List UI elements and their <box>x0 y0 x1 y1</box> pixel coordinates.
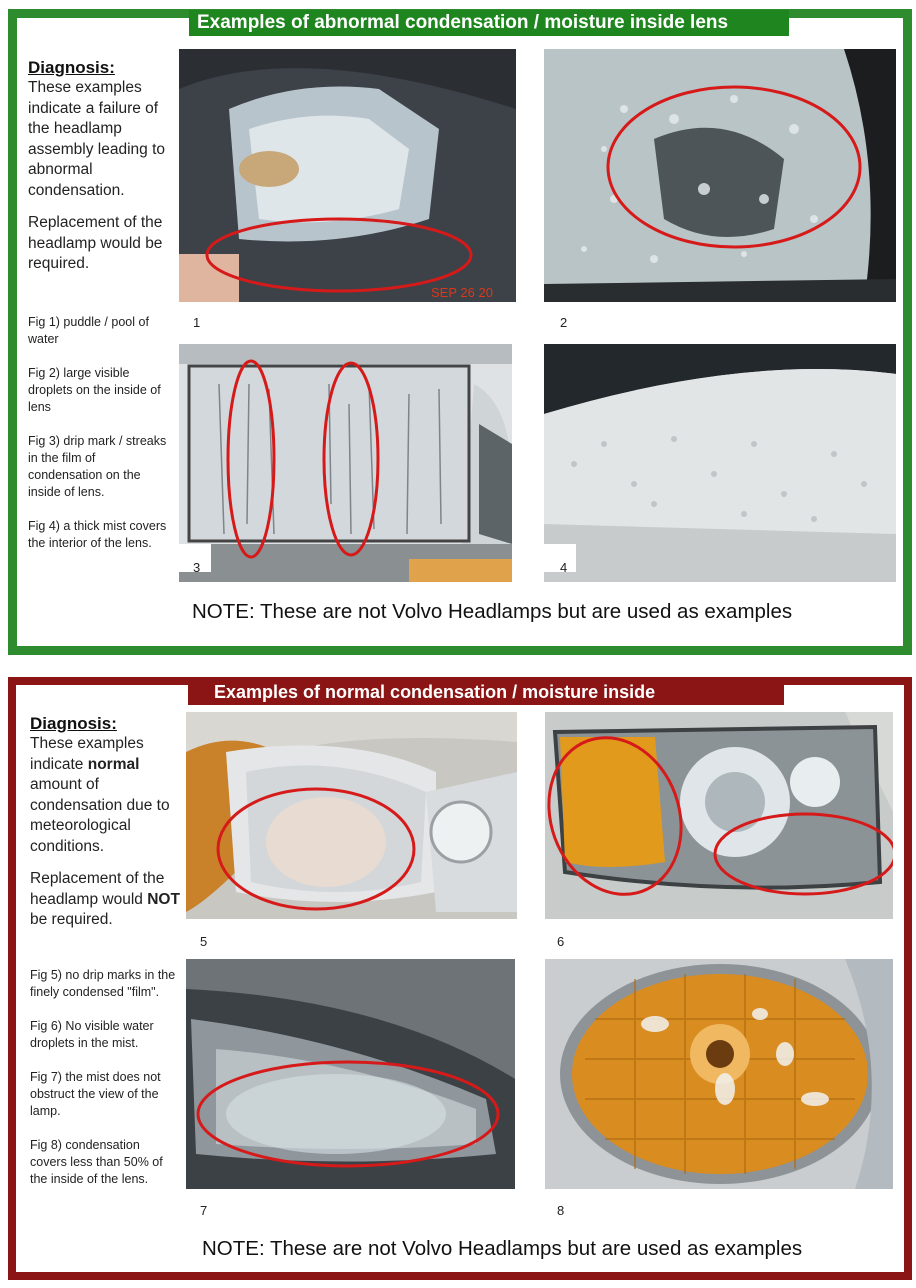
headlamp-photo-3 <box>179 344 512 582</box>
figure-caption: Fig 8) condensation covers less than 50% of the inside of the lens. <box>30 1138 163 1186</box>
headlamp-photo-1 <box>179 49 516 302</box>
photo-number: 3 <box>193 560 201 575</box>
normal-banner: Examples of normal condensation / moisture inside <box>188 679 784 705</box>
headlamp-photo-4 <box>544 344 896 582</box>
photo-number: 8 <box>557 1203 565 1218</box>
abnormal-figure-list <box>28 314 170 552</box>
abnormal-panel <box>8 9 912 655</box>
figure-caption: Fig 7) the mist does not obstruct the view of the lamp. <box>30 1070 161 1118</box>
figure-caption: Fig 5) no drip marks in the finely condensed "film". <box>30 968 176 999</box>
photo-number: 1 <box>193 315 201 330</box>
photo-number: 5 <box>200 934 208 949</box>
abnormal-banner: Examples of abnormal condensation / moisture inside lens <box>189 10 789 36</box>
figure-caption: Fig 3) drip mark / streaks in the film of condensation on the inside of lens. <box>28 434 167 499</box>
headlamp-photo-6 <box>545 712 893 919</box>
photo-number: 7 <box>200 1203 208 1218</box>
photo-number: 2 <box>560 315 568 330</box>
normal-diagnosis-title: Diagnosis: <box>30 714 117 733</box>
headlamp-photo-8 <box>545 959 893 1189</box>
headlamp-photo-2 <box>544 49 896 302</box>
abnormal-diagnosis-title: Diagnosis: <box>28 58 115 77</box>
normal-replacement-text: Replacement of the headlamp would NOT be required. <box>30 870 180 928</box>
figure-caption: Fig 6) No visible water droplets in the mist. <box>30 1019 154 1050</box>
normal-note: NOTE: These are not Volvo Headlamps but are used as examples <box>202 1237 803 1260</box>
photo-number: 4 <box>560 560 568 575</box>
photo-number: 6 <box>557 934 565 949</box>
normal-diagnosis <box>30 714 180 931</box>
abnormal-replacement-text: Replacement of the headlamp would be required. <box>28 214 163 272</box>
normal-panel <box>8 677 912 1280</box>
abnormal-diagnosis <box>28 58 170 275</box>
svg-text:SEP 26 20: SEP 26 20 <box>431 285 493 300</box>
normal-figure-list <box>30 967 178 1188</box>
figure-caption: Fig 2) large visible droplets on the inside of lens <box>28 366 161 414</box>
normal-diagnosis-text: These examples indicate normal amount of condensation due to meteorological conditions. <box>30 735 170 855</box>
headlamp-photo-5 <box>186 712 517 919</box>
figure-caption: Fig 4) a thick mist covers the interior of the lens. <box>28 519 167 550</box>
abnormal-diagnosis-text: These examples indicate a failure of the headlamp assembly leading to abnormal condensation. <box>28 79 165 199</box>
figure-caption: Fig 1) puddle / pool of water <box>28 315 149 346</box>
abnormal-note: NOTE: These are not Volvo Headlamps but are used as examples <box>192 600 793 623</box>
headlamp-photo-7 <box>186 959 515 1189</box>
